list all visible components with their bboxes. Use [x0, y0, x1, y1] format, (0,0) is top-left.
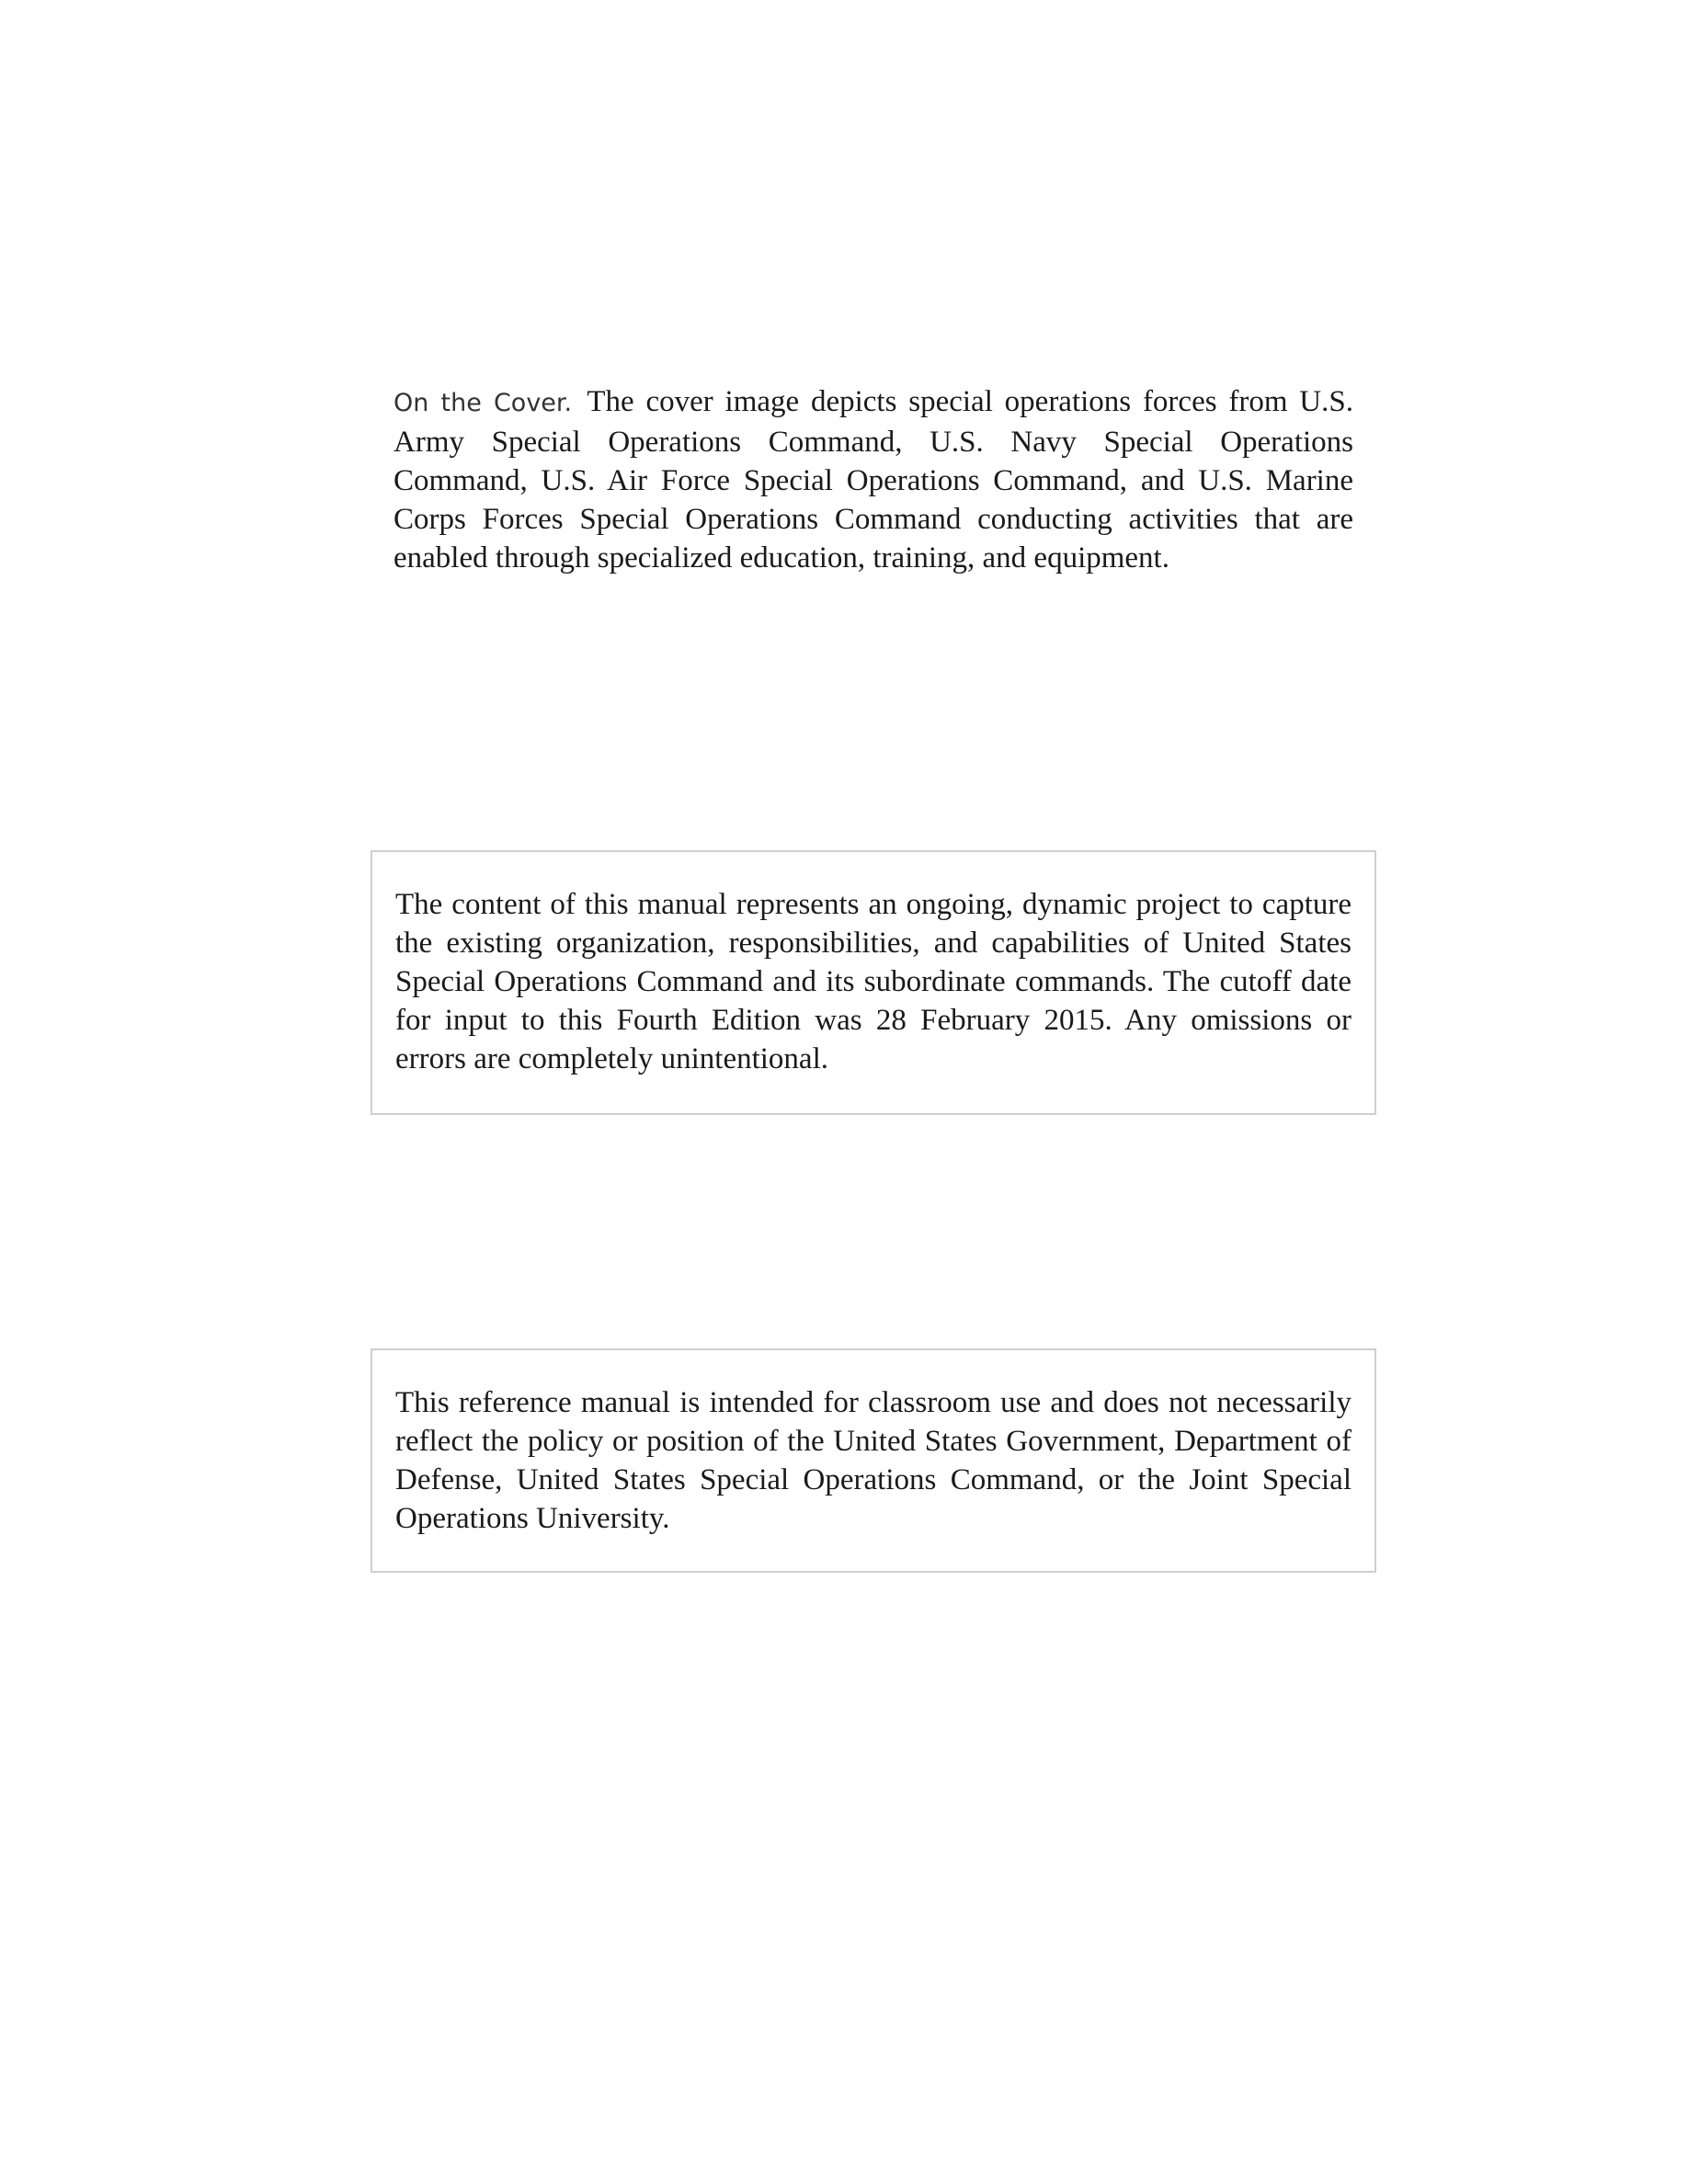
- disclaimer-notice-text: This reference manual is intended for classroom use and does not necessarily reflect the policy or position of the United States Government, Department of Defense, United States Special Operations Command, or the Joint Special Operations University.: [395, 1386, 1352, 1535]
- content-notice-box: [371, 850, 1376, 1115]
- cover-note-text: The cover image depicts special operations forces from U.S. Army Special Operations Command, U.S. Navy Special Operations Command, U.S. Air Force Special Operations Command, and U.S. Marine Corps Forces Special Operations Command conducting activities that are enabled through specialized education, training, and equipment.: [393, 385, 1353, 574]
- content-notice-text: The content of this manual represents an ongoing, dynamic project to capture the existing organization, responsibilities, and capabilities of United States Special Operations Command and its subordinate commands. The cutoff date for input to this Fourth Edition was 28 February 2015. Any omissions or errors are completely unintentional.: [395, 888, 1352, 1075]
- disclaimer-notice-box: [371, 1348, 1376, 1573]
- cover-note: [393, 382, 1353, 577]
- cover-note-label: On the Cover.: [393, 389, 573, 417]
